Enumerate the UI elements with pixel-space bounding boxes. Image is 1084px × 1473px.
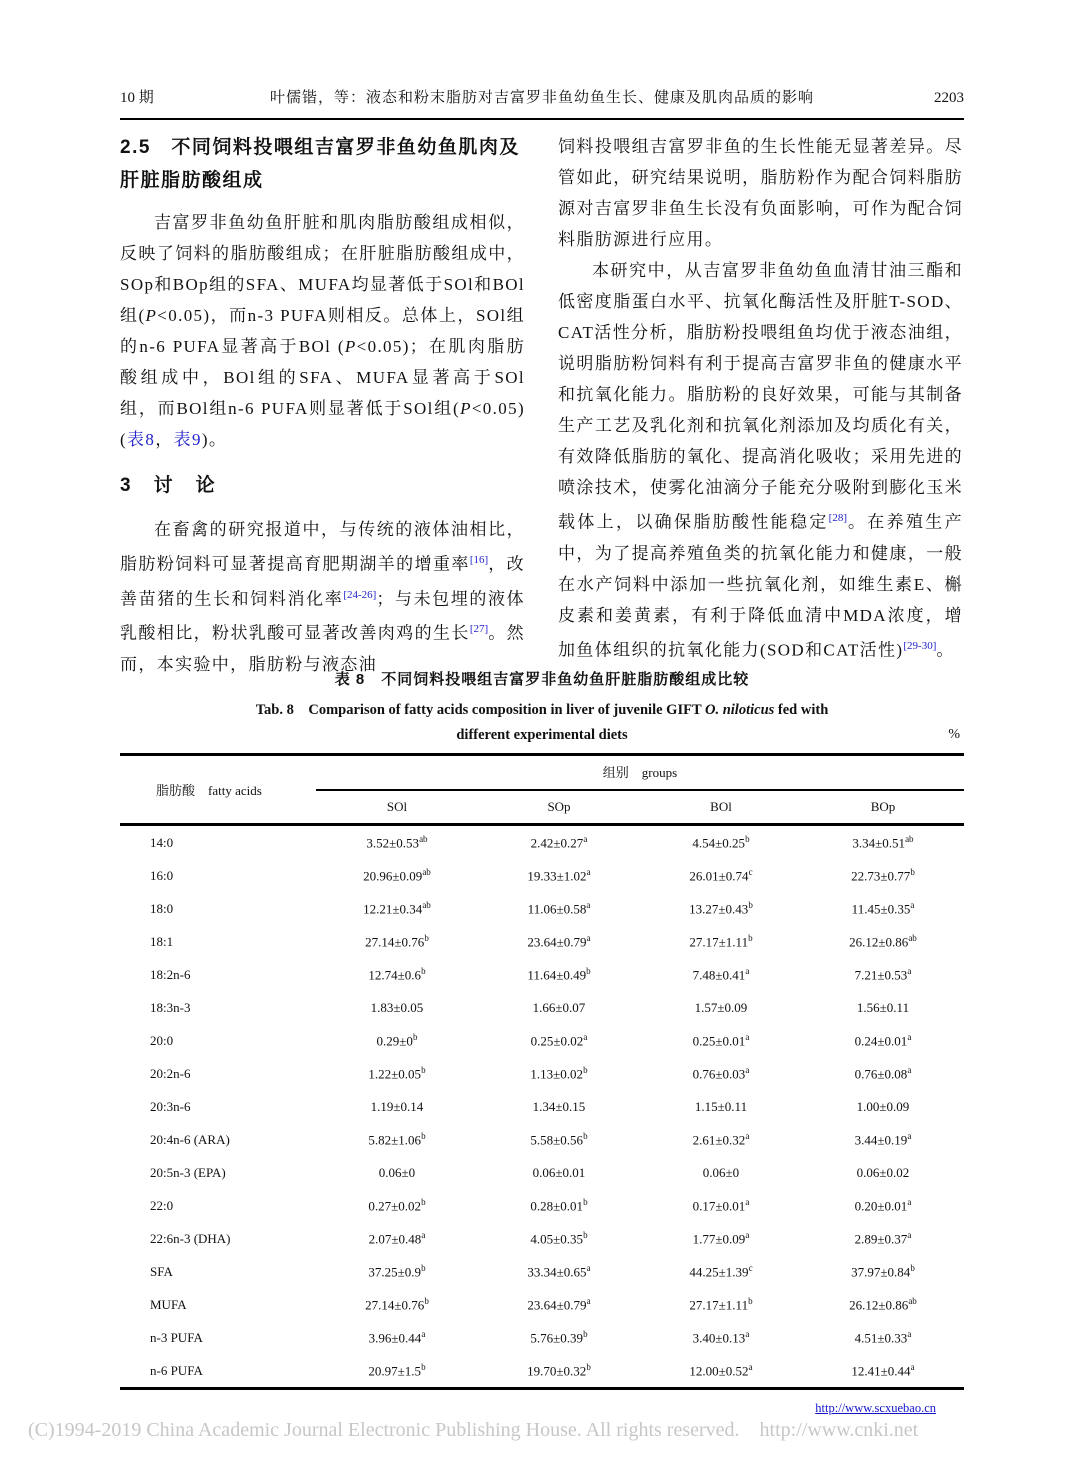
value-cell: 0.06±0 — [702, 1164, 740, 1180]
caption-en-post: fed with — [774, 702, 829, 718]
table-row — [120, 1024, 964, 1057]
citation-ref[interactable]: [28] — [828, 512, 847, 524]
value-cell: 26.12±0.86$^{ab}$ — [849, 932, 917, 950]
value-cell: 23.64±0.79$^a$ — [527, 932, 591, 950]
value-cell: 1.22±0.05$^b$ — [368, 1064, 426, 1082]
fatty-acid-label: n-6 PUFA — [150, 1362, 203, 1378]
value-cell: 11.64±0.49$^b$ — [527, 965, 591, 983]
value-cell: 7.48±0.41$^a$ — [692, 965, 750, 983]
fatty-acid-label: n-3 PUFA — [150, 1329, 203, 1345]
page-header — [120, 86, 964, 120]
group-column-header: SOl — [386, 799, 408, 814]
value-cell: 27.17±1.11$^b$ — [689, 1295, 753, 1313]
value-cell: 5.76±0.39$^b$ — [530, 1328, 588, 1346]
group-column-header: BOp — [870, 799, 896, 814]
value-cell: 3.44±0.19$^a$ — [854, 1130, 912, 1148]
value-cell: 1.00±0.09 — [856, 1098, 910, 1114]
caption-species-italic: O. niloticus — [704, 702, 775, 718]
italic-p: P — [460, 399, 472, 418]
fatty-acid-label: 14:0 — [150, 834, 174, 850]
fatty-acid-label: 18:2n-6 — [150, 966, 191, 982]
value-cell: 27.14±0.76$^b$ — [365, 1295, 429, 1313]
fatty-acid-label: 20:0 — [150, 1032, 174, 1048]
fatty-acid-label: 18:3n-3 — [150, 999, 191, 1015]
groups-header-block — [316, 756, 964, 823]
value-cell: 12.21±0.34$^{ab}$ — [363, 899, 431, 917]
group-column-header: BOl — [710, 799, 732, 814]
value-cell: 37.25±0.9$^b$ — [368, 1262, 426, 1280]
left-column — [120, 131, 525, 680]
value-cell: 12.74±0.6$^b$ — [368, 965, 426, 983]
fatty-acid-label: 20:3n-6 — [150, 1098, 191, 1114]
caption-en-pre: Tab. 8 Comparison of fatty acids composition in liver of juvenile GIFT — [255, 702, 705, 718]
table-row — [120, 1354, 964, 1387]
value-cell: 0.76±0.08$^a$ — [854, 1064, 912, 1082]
value-cell: 11.45±0.35$^a$ — [851, 899, 915, 917]
copyright-watermark: (C)1994-2019 China Academic Journal Electronic Publishing House. All rights reserved. http://www.cnki.net — [28, 1419, 919, 1441]
table-caption-en-line2 — [120, 722, 964, 748]
value-cell: 37.97±0.84$^b$ — [851, 1262, 915, 1280]
value-cell: 19.70±0.32$^b$ — [527, 1361, 591, 1379]
value-cell: 0.06±0.02 — [856, 1164, 910, 1180]
fatty-acids-column-header: 脂肪酸 fatty acids — [156, 783, 262, 798]
value-cell: 0.20±0.01$^a$ — [854, 1196, 912, 1214]
value-cell: 5.82±1.06$^b$ — [368, 1130, 426, 1148]
table-row — [120, 892, 964, 925]
fatty-acid-label: MUFA — [150, 1296, 187, 1312]
value-cell: $0.29\pm 0^b$ — [376, 1031, 418, 1049]
table-row — [120, 1189, 964, 1222]
section-heading-2-5: 2.5 不同饲料投喂组吉富罗非鱼幼鱼肌肉及肝脏脂肪酸组成 — [120, 137, 520, 191]
value-cell: 26.01±0.74$^c$ — [689, 866, 753, 884]
two-column-body — [120, 131, 964, 680]
value-cell: 23.64±0.79$^a$ — [527, 1295, 591, 1313]
table-caption-en — [120, 698, 964, 722]
value-cell: 2.61±0.32$^a$ — [692, 1130, 750, 1148]
value-cell: 0.76±0.03$^a$ — [692, 1064, 750, 1082]
value-cell: 12.00±0.52$^a$ — [689, 1361, 753, 1379]
value-cell: 1.13±0.02$^b$ — [530, 1064, 588, 1082]
value-cell: 1.57±0.09 — [694, 999, 748, 1015]
value-cell: 3.34±0.51$^{ab}$ — [852, 833, 914, 851]
value-cell: 3.40±0.13$^a$ — [692, 1328, 750, 1346]
table-row — [120, 925, 964, 958]
value-cell: 0.27±0.02$^b$ — [368, 1196, 426, 1214]
table-row — [120, 1090, 964, 1123]
value-cell: 26.12±0.86$^{ab}$ — [849, 1295, 917, 1313]
value-cell: 33.34±0.65$^a$ — [527, 1262, 591, 1280]
value-cell: 4.54±0.25$^b$ — [692, 833, 750, 851]
value-cell: 2.07±0.48$^a$ — [368, 1229, 426, 1247]
value-cell: 20.96±0.09$^{ab}$ — [363, 866, 431, 884]
fatty-acid-label: 22:0 — [150, 1197, 174, 1213]
value-cell: 27.17±1.11$^b$ — [689, 932, 753, 950]
value-cell: 2.42±0.27$^a$ — [530, 833, 588, 851]
fatty-acid-label: 18:1 — [150, 933, 174, 949]
value-cell: 1.56±0.11 — [856, 999, 910, 1015]
value-cell: 0.25±0.02$^a$ — [530, 1031, 588, 1049]
table-row — [120, 1123, 964, 1156]
value-cell: 12.41±0.44$^a$ — [851, 1361, 915, 1379]
value-cell: 5.58±0.56$^b$ — [530, 1130, 588, 1148]
value-cell: 1.77±0.09$^a$ — [692, 1229, 750, 1247]
table-row — [120, 991, 964, 1024]
value-cell: 3.96±0.44$^a$ — [368, 1328, 426, 1346]
value-cell: 0.28±0.01$^b$ — [530, 1196, 588, 1214]
table-crossref-link[interactable]: 表9 — [173, 430, 202, 449]
value-cell: 44.25±1.39$^c$ — [689, 1262, 753, 1280]
paragraph: 吉富罗非鱼幼鱼肝脏和肌肉脂肪酸组成相似，反映了饲料的脂肪酸组成；在肝脏脂肪酸组成中，SOp和BOp组的SFA、MUFA均显著低于SOl和BOl组(P<0.05)，而n-3 PUFA则相反。总体上，SOl组的n-6 PUFA显著高于BOl (P<0.05)；在肌肉脂肪酸组成中，BOl组的SFA、MUFA显著高于SOl组，而BOl组n-6 PUFA则显著低于SOl组(P<0.05)(表8，表9)。 — [120, 213, 525, 449]
issue-number: 10 期 — [120, 90, 154, 106]
table-row — [120, 1156, 964, 1189]
fatty-acid-label: SFA — [150, 1263, 173, 1279]
table-row — [120, 1222, 964, 1255]
right-column — [558, 131, 963, 680]
value-cell: 1.66±0.07 — [532, 999, 586, 1015]
value-cell: 19.33±1.02$^a$ — [527, 866, 591, 884]
value-cell: 1.83±0.05 — [370, 999, 424, 1015]
paragraph: 在畜禽的研究报道中，与传统的液体油相比，脂肪粉饲料可显著提高育肥期湖羊的增重率[16]，改善苗猪的生长和饲料消化率[24-26]；与未包埋的液体乳酸相比，粉状乳酸可显著改善肉鸡的生长[27]。然而，本实验中，脂肪粉与液态油 — [120, 520, 525, 674]
value-cell: 0.24±0.01$^a$ — [854, 1031, 912, 1049]
citation-ref[interactable]: [29-30] — [903, 639, 937, 652]
table-row — [120, 1321, 964, 1354]
table-header — [120, 753, 964, 826]
groups-header: 组别 groups — [316, 756, 964, 791]
table-8-section — [120, 668, 964, 1390]
table-body — [120, 826, 964, 1390]
italic-p: P — [145, 306, 158, 325]
page-number: 2203 — [934, 90, 964, 106]
group-names-row — [316, 791, 964, 823]
italic-p: P — [344, 337, 357, 356]
fatty-acid-label: 18:0 — [150, 900, 174, 916]
fatty-acid-label: 22:6n-3 (DHA) — [150, 1230, 231, 1246]
fatty-acid-label: 20:5n-3 (EPA) — [150, 1164, 226, 1180]
value-cell: 13.27±0.43$^b$ — [689, 899, 753, 917]
journal-url-link[interactable]: http://www.scxuebao.cn — [815, 1401, 936, 1415]
table-row — [120, 1255, 964, 1288]
group-column-header: SOp — [547, 799, 571, 814]
value-cell: 27.14±0.76$^b$ — [365, 932, 429, 950]
table-caption-zh: 表 8 不同饲料投喂组吉富罗非鱼幼鱼肝脏脂肪酸组成比较 — [334, 671, 750, 688]
paragraph: 饲料投喂组吉富罗非鱼的生长性能无显著差异。尽管如此，研究结果说明，脂肪粉作为配合饲料脂肪源对吉富罗非鱼生长没有负面影响，可作为配合饲料脂肪源进行应用。 — [558, 137, 963, 249]
value-cell: 1.19±0.14 — [370, 1098, 424, 1114]
paragraph: 本研究中，从吉富罗非鱼幼鱼血清甘油三酯和低密度脂蛋白水平、抗氧化酶活性及肝脏T-SOD、CAT活性分析，脂肪粉投喂组鱼均优于液态油组，说明脂肪粉饲料有利于提高吉富罗非鱼的健康水平和抗氧化能力。脂肪粉的良好效果，可能与其制备生产工艺及乳化剂和抗氧化剂添加及均质化有关，有效降低脂肪的氧化、提高消化吸收；采用先进的喷涂技术，使雾化油滴分子能充分吸附到膨化玉米载体上，以确保脂肪酸性能稳定[28]。在养殖生产中，为了提高养殖鱼类的抗氧化能力和健康，一般在水产饲料中添加一些抗氧化剂，如维生素E、槲皮素和姜黄素，有利于降低血清中MDA浓度，增加鱼体组织的抗氧化能力(SOD和CAT活性)[29-30]。 — [558, 261, 963, 660]
value-cell: 4.51±0.33$^a$ — [854, 1328, 912, 1346]
fatty-acid-label: 20:2n-6 — [150, 1065, 191, 1081]
value-cell: 1.34±0.15 — [532, 1098, 586, 1114]
table-crossref-link[interactable]: 表8 — [127, 430, 156, 449]
unit-label: % — [948, 727, 960, 742]
value-cell: 0.06±0.01 — [532, 1164, 586, 1180]
value-cell: 7.21±0.53$^a$ — [854, 965, 912, 983]
table-row — [120, 958, 964, 991]
value-cell: 20.97±1.5$^b$ — [368, 1361, 426, 1379]
fatty-acid-label: 20:4n-6 (ARA) — [150, 1131, 230, 1147]
table-row — [120, 1288, 964, 1321]
value-cell: 2.89±0.37$^a$ — [854, 1229, 912, 1247]
table-row — [120, 826, 964, 859]
citation-ref[interactable]: [24-26] — [343, 588, 377, 601]
value-cell: 0.06±0 — [378, 1164, 416, 1180]
value-cell: 0.17±0.01$^a$ — [692, 1196, 750, 1214]
citation-ref[interactable]: [27] — [469, 623, 489, 636]
table-row — [120, 859, 964, 892]
citation-ref[interactable]: [16] — [469, 554, 489, 566]
table-row — [120, 1057, 964, 1090]
fatty-acid-label: 16:0 — [150, 867, 174, 883]
value-cell: 4.05±0.35$^b$ — [530, 1229, 588, 1247]
caption-en-line2-text: different experimental diets — [456, 727, 628, 743]
section-heading-3: 3 讨 论 — [120, 475, 217, 496]
value-cell: 22.73±0.77$^b$ — [851, 866, 915, 884]
value-cell: 1.15±0.11 — [694, 1098, 748, 1114]
value-cell: 3.52±0.53$^{ab}$ — [366, 833, 428, 851]
running-title: 叶儒锴，等：液态和粉末脂肪对吉富罗非鱼幼鱼生长、健康及肌肉品质的影响 — [269, 90, 814, 106]
value-cell: 0.25±0.01$^a$ — [692, 1031, 750, 1049]
value-cell: 11.06±0.58$^a$ — [527, 899, 591, 917]
